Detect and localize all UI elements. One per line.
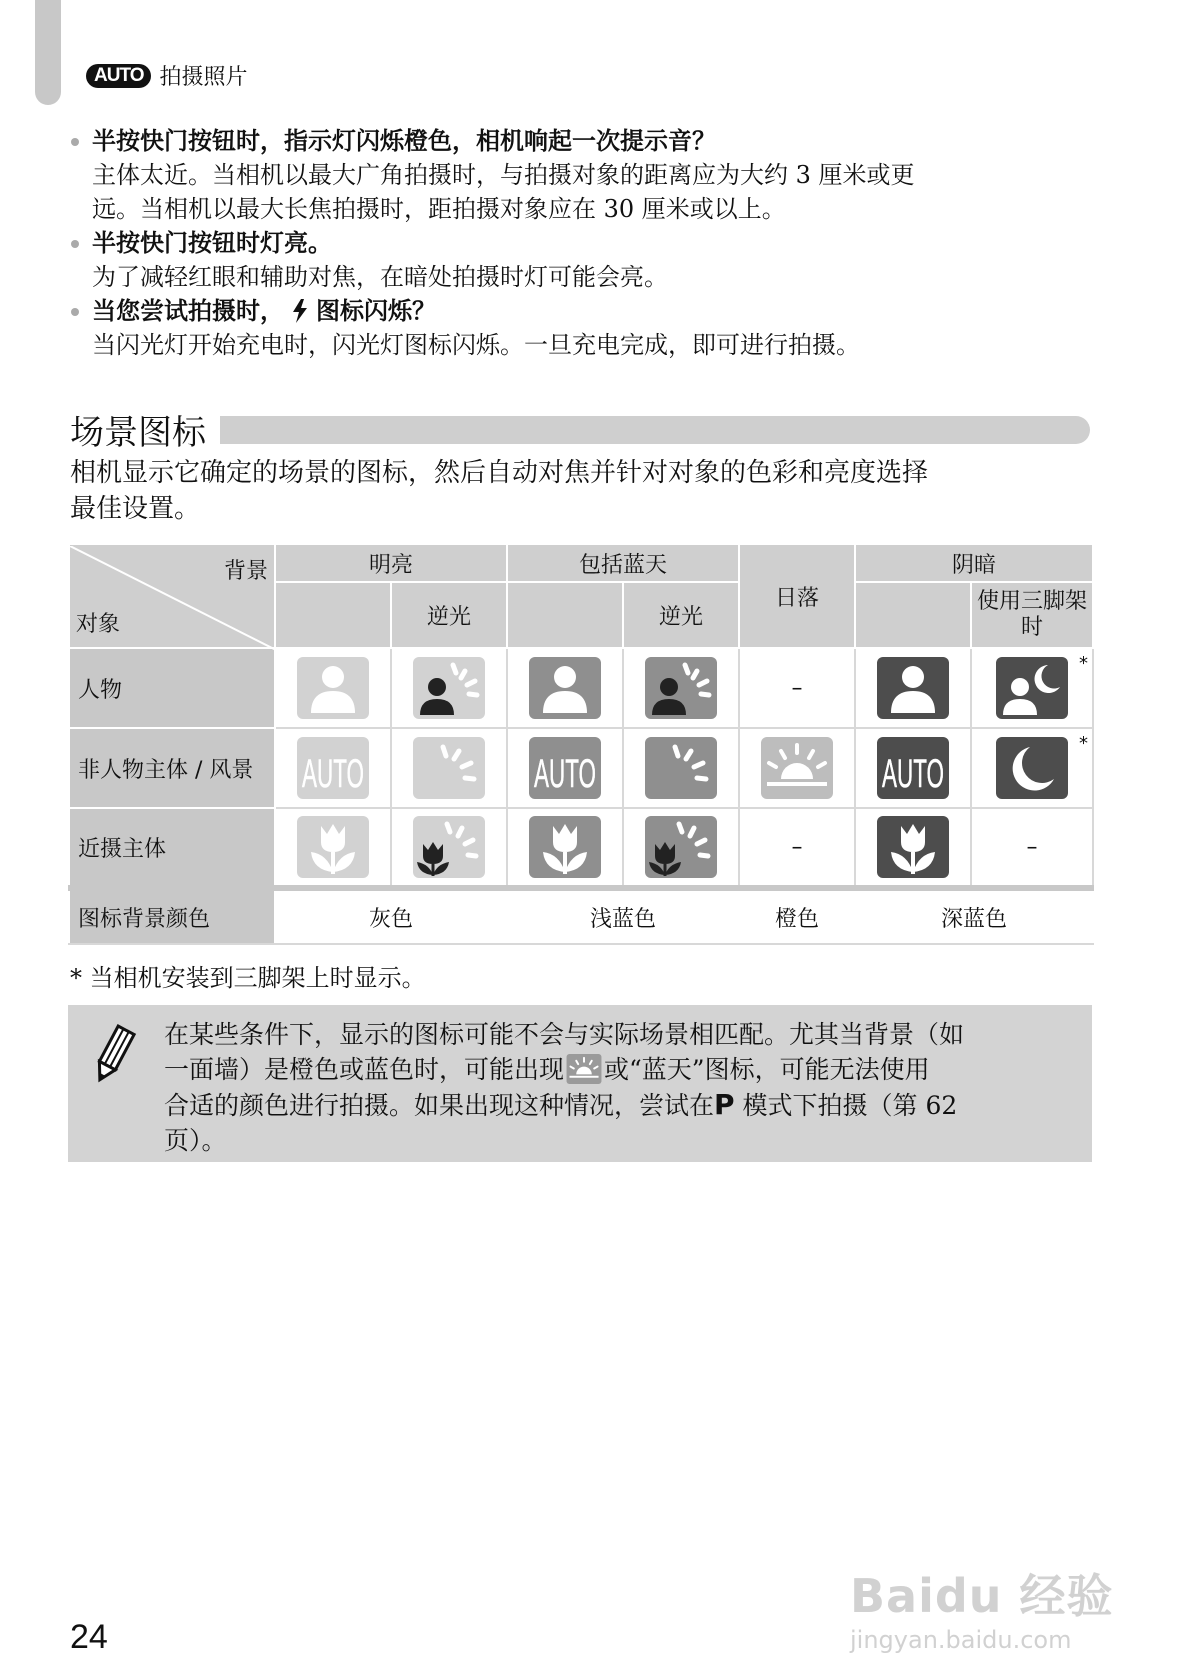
cell-closeup-bright: [275, 808, 391, 888]
note-text: 合适的颜色进行拍摄。如果出现这种情况，尝试在: [164, 1091, 715, 1120]
group-header-sunset: 日落: [739, 544, 855, 648]
cell-closeup-bluesky-backlit: [623, 808, 739, 888]
portrait-icon: [295, 655, 371, 721]
auto-icon: [295, 735, 371, 801]
backlit-macro-icon: [643, 814, 719, 880]
subheader-empty: [275, 582, 391, 648]
night-portrait-icon: [994, 655, 1070, 721]
section-rule: [220, 416, 1090, 444]
qa-question-pre: 当您尝试拍摄时，: [92, 297, 284, 325]
watermark-url: jingyan.baidu.com: [850, 1626, 1072, 1654]
qa-answer-line: 为了减轻红眼和辅助对焦，在暗处拍摄时灯可能会亮。: [92, 263, 668, 291]
group-header-bluesky: 包括蓝天: [507, 544, 739, 582]
header-title: 拍摄照片: [159, 65, 248, 90]
scene-icon-table: [68, 543, 1094, 945]
table-footnote: * 当相机安装到三脚架上时显示。: [70, 964, 426, 992]
qa-item-2: [70, 226, 1080, 294]
color-lightblue: 浅蓝色: [507, 888, 739, 944]
auto-mode-badge: AUTO: [86, 64, 151, 88]
cell-closeup-sunset: –: [739, 808, 855, 888]
cell-landscape-bluesky: [507, 728, 623, 808]
backlit-portrait-icon: [411, 655, 487, 721]
corner-background-label: 背景: [223, 559, 268, 584]
qa-item-1: [70, 124, 1080, 226]
row-header-closeup: 近摄主体: [69, 808, 275, 888]
qa-answer-line: 远。当相机以最大长焦拍摄时，距拍摄对象应在 30 厘米或以上。: [92, 195, 786, 223]
corner-object-label: 对象: [76, 612, 121, 637]
page-number: 24: [70, 1618, 108, 1656]
pencil-icon: [86, 1023, 140, 1087]
section-heading: [70, 405, 1090, 454]
chapter-side-tab: [35, 0, 61, 105]
qa-item-3: [70, 294, 1080, 362]
cell-person-bluesky-backlit: [623, 648, 739, 728]
color-gray: 灰色: [275, 888, 507, 944]
table-corner-header: [69, 544, 275, 648]
cell-landscape-bluesky-backlit: [623, 728, 739, 808]
section-intro: [70, 455, 1090, 527]
note-text: 模式下拍摄（第 62: [742, 1091, 958, 1120]
macro-icon: [527, 814, 603, 880]
cell-person-sunset: –: [739, 648, 855, 728]
p-mode-icon: P: [714, 1088, 735, 1121]
qa-question: [70, 294, 1080, 328]
backlit-macro-icon: [411, 814, 487, 880]
subheader-backlit: 逆光: [391, 582, 507, 648]
note-box: [68, 1005, 1092, 1162]
section-title: 场景图标: [70, 413, 206, 453]
cell-landscape-bright-backlit: [391, 728, 507, 808]
note-line: 在某些条件下，显示的图标可能不会与实际场景相匹配。尤其当背景（如: [164, 1020, 965, 1049]
backlit-icon: [411, 735, 487, 801]
baidu-jingyan-watermark: [850, 1560, 1114, 1654]
tripod-footnote-mark: *: [1079, 733, 1089, 754]
watermark-logo-text: Baidu 经验: [850, 1569, 1114, 1623]
group-header-dark: 阴暗: [855, 544, 1093, 582]
color-darkblue: 深蓝色: [855, 888, 1093, 944]
note-line: 页）。: [164, 1126, 227, 1155]
cell-closeup-dark-tripod: –: [971, 808, 1093, 888]
cell-person-bright-backlit: [391, 648, 507, 728]
tripod-footnote-mark: *: [1079, 653, 1089, 674]
cell-landscape-dark: [855, 728, 971, 808]
macro-icon: [875, 814, 951, 880]
sunset-icon: [759, 735, 835, 801]
subheader-empty: [507, 582, 623, 648]
backlit-icon: [643, 735, 719, 801]
qa-question-post: 图标闪烁？: [316, 297, 436, 325]
qa-answer-line: 主体太近。当相机以最大广角拍摄时，与拍摄对象的距离应为大约 3 厘米或更: [92, 161, 915, 189]
cell-closeup-dark: [855, 808, 971, 888]
auto-icon: [527, 735, 603, 801]
portrait-icon: [527, 655, 603, 721]
cell-closeup-bright-backlit: [391, 808, 507, 888]
cell-landscape-bright: [275, 728, 391, 808]
cell-landscape-dark-tripod: [971, 728, 1093, 808]
auto-icon: [875, 735, 951, 801]
macro-icon: [295, 814, 371, 880]
qa-question: 半按快门按钮时灯亮。: [70, 226, 1080, 260]
cell-landscape-sunset: [739, 728, 855, 808]
cell-person-dark-tripod: [971, 648, 1093, 728]
note-text: 或“蓝天”图标，可能无法使用: [604, 1055, 930, 1084]
qa-question: 半按快门按钮时，指示灯闪烁橙色，相机响起一次提示音？: [70, 124, 1080, 158]
sunset-icon: [564, 1053, 604, 1085]
note-line: [164, 1087, 1079, 1123]
intro-line: 相机显示它确定的场景的图标，然后自动对焦并针对对象的色彩和亮度选择: [70, 458, 929, 488]
row-header-person: 人物: [69, 648, 275, 728]
running-header: [86, 60, 248, 91]
backlit-portrait-icon: [643, 655, 719, 721]
row-header-icon-color: 图标背景颜色: [69, 888, 275, 944]
portrait-icon: [875, 655, 951, 721]
cell-closeup-bluesky: [507, 808, 623, 888]
flash-icon: [292, 299, 308, 323]
subheader-empty: [855, 582, 971, 648]
group-header-bright: 明亮: [275, 544, 507, 582]
qa-answer-line: 当闪光灯开始充电时，闪光灯图标闪烁。一旦充电完成，即可进行拍摄。: [92, 331, 860, 359]
intro-line: 最佳设置。: [70, 494, 201, 524]
cell-person-bluesky: [507, 648, 623, 728]
cell-person-dark: [855, 648, 971, 728]
subheader-tripod: 使用三脚架时: [971, 582, 1093, 648]
night-scene-icon: [994, 735, 1070, 801]
cell-person-bright: [275, 648, 391, 728]
note-line: [164, 1052, 1079, 1087]
subheader-backlit: 逆光: [623, 582, 739, 648]
color-orange: 橙色: [739, 888, 855, 944]
note-text: 一面墙）是橙色或蓝色时，可能出现: [164, 1055, 565, 1084]
row-header-landscape: 非人物主体 / 风景: [69, 728, 275, 808]
